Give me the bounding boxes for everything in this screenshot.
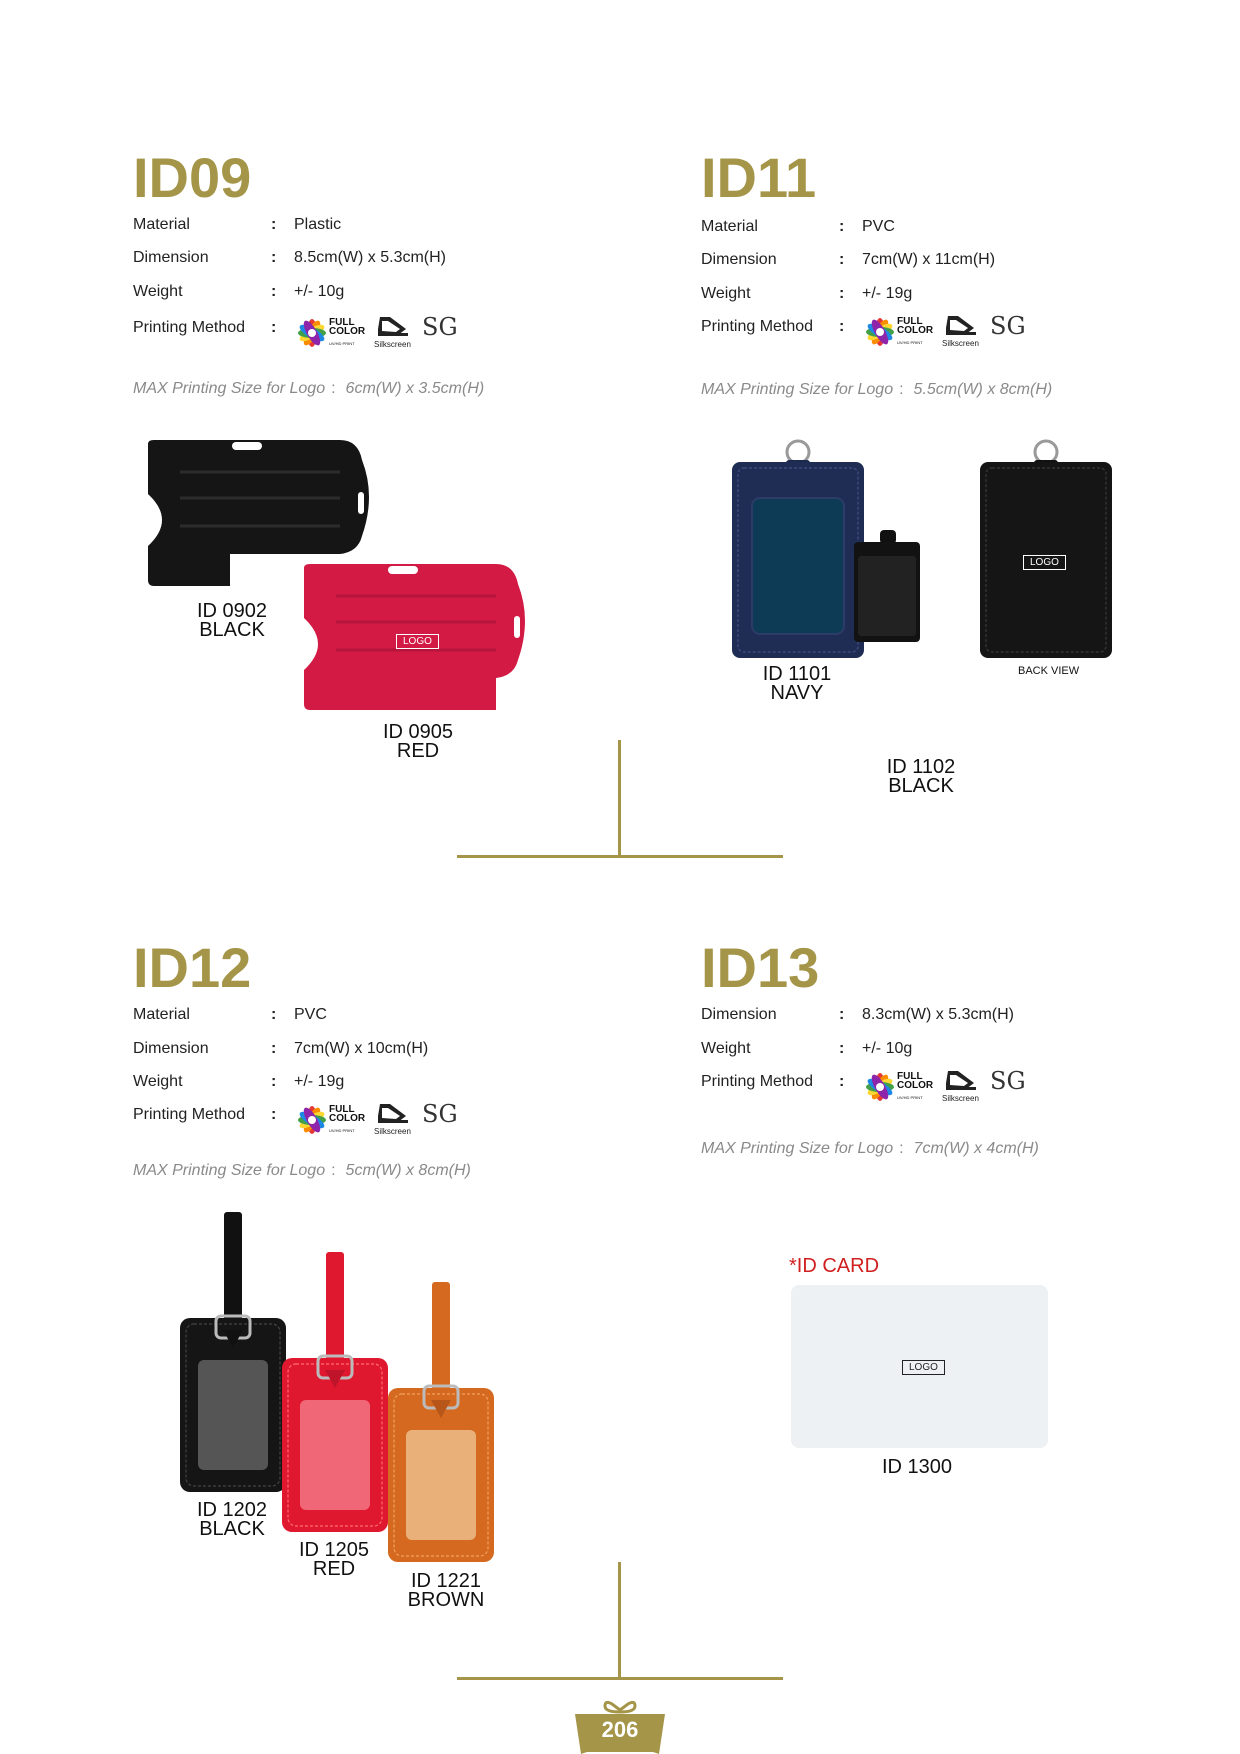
full-color-sub: UV/HD PRINT (329, 1128, 355, 1133)
product-variant-label: ID 1101 NAVY (762, 663, 832, 704)
sg-logo: SG (990, 312, 1026, 340)
spec-colon: : (839, 1040, 845, 1057)
full-color-text: FULL COLOR (329, 1104, 366, 1124)
silkscreen-label: Silkscreen (942, 339, 979, 348)
spec-value: PVC (294, 1006, 327, 1023)
product-code: ID13 (701, 936, 820, 999)
product-variant-label: ID 1221 BROWN (407, 1570, 485, 1611)
spec-colon: : (839, 1006, 845, 1023)
spec-value: +/- 10g (862, 1040, 913, 1057)
full-color-text: FULL COLOR (329, 317, 366, 337)
spec-colon: : (271, 1006, 277, 1023)
spec-label: Weight (701, 1040, 751, 1057)
spec-colon: : (839, 218, 845, 235)
card-holder-back-pocket-image (852, 526, 922, 646)
divider-vertical (618, 1562, 621, 1680)
full-color-icon (862, 314, 898, 350)
luggage-tag-brown-image (386, 1282, 496, 1564)
spec-colon: : (271, 1106, 277, 1123)
printing-methods (294, 313, 474, 353)
full-color-sub: UV/HD PRINT (897, 340, 923, 345)
silkscreen-icon (376, 315, 410, 337)
silkscreen-label: Silkscreen (374, 1127, 411, 1136)
sg-logo: SG (422, 313, 458, 341)
product-variant-label: ID 1202 BLACK (196, 1499, 268, 1540)
spec-value: PVC (862, 218, 895, 235)
spec-label: Dimension (133, 1040, 209, 1057)
page-number: 206 (601, 1717, 639, 1742)
full-color-sub: UV/HD PRINT (897, 1095, 923, 1100)
printing-methods (294, 1100, 474, 1140)
spec-value: 7cm(W) x 10cm(H) (294, 1040, 429, 1057)
product-variant-label: ID 1300 (881, 1456, 953, 1478)
spec-colon: : (839, 251, 845, 268)
spec-value: 8.3cm(W) x 5.3cm(H) (862, 1006, 1014, 1023)
silkscreen-label: Silkscreen (374, 340, 411, 349)
divider-horizontal (457, 855, 783, 858)
silkscreen-icon (944, 1069, 978, 1091)
spec-label: Dimension (133, 249, 209, 266)
card-holder-black-image (976, 438, 1116, 660)
spec-label: Weight (701, 285, 751, 302)
product-code: ID12 (133, 936, 252, 999)
full-color-icon (294, 1102, 330, 1138)
spec-colon: : (839, 318, 845, 335)
silkscreen-icon (376, 1102, 410, 1124)
spec-label: Material (133, 216, 190, 233)
logo-placeholder: LOGO (902, 1360, 945, 1375)
spec-colon: : (271, 283, 277, 300)
back-view-label: BACK VIEW (1018, 665, 1080, 677)
spec-value: 8.5cm(W) x 5.3cm(H) (294, 249, 446, 266)
spec-colon: : (839, 285, 845, 302)
spec-colon: : (271, 1073, 277, 1090)
product-variant-label: ID 1205 RED (298, 1539, 370, 1580)
product-variant-label: ID 0902 BLACK (196, 600, 268, 641)
printing-method-label: Printing Method (701, 1073, 814, 1090)
spec-value: +/- 19g (862, 285, 913, 302)
max-printing-size: MAX Printing Size for Logo : 6cm(W) x 3.5cm(H) (133, 380, 485, 397)
logo-placeholder: LOGO (1023, 555, 1066, 570)
card-holder-navy-image (728, 438, 868, 660)
spec-label: Material (701, 218, 758, 235)
spec-colon: : (271, 319, 277, 336)
product-code: ID11 (701, 146, 817, 209)
spec-label: Dimension (701, 1006, 777, 1023)
full-color-icon (862, 1069, 898, 1105)
silkscreen-icon (944, 314, 978, 336)
spec-label: Dimension (701, 251, 777, 268)
spec-colon: : (839, 1073, 845, 1090)
spec-value: 7cm(W) x 11cm(H) (862, 251, 996, 268)
max-printing-size: MAX Printing Size for Logo : 5.5cm(W) x 8cm(H) (701, 381, 1053, 398)
spec-value: +/- 19g (294, 1073, 345, 1090)
divider-vertical (618, 740, 621, 858)
sg-logo: SG (422, 1100, 458, 1128)
max-printing-size: MAX Printing Size for Logo : 7cm(W) x 4cm(H) (701, 1140, 1039, 1157)
spec-colon: : (271, 216, 277, 233)
full-color-text: FULL COLOR (897, 1071, 934, 1091)
full-color-sub: UV/HD PRINT (329, 341, 355, 346)
product-variant-label: ID 1102 BLACK (886, 756, 956, 797)
printing-method-label: Printing Method (701, 318, 814, 335)
sg-logo: SG (990, 1067, 1026, 1095)
printing-methods (862, 1067, 1042, 1107)
luggage-tag-black-image (178, 1212, 288, 1494)
printing-method-label: Printing Method (133, 319, 246, 336)
spec-label: Weight (133, 283, 183, 300)
spec-label: Weight (133, 1073, 183, 1090)
logo-placeholder: LOGO (396, 634, 439, 649)
silkscreen-label: Silkscreen (942, 1094, 979, 1103)
spec-value: +/- 10g (294, 283, 345, 300)
product-variant-label: ID 0905 RED (382, 721, 454, 762)
printing-method-label: Printing Method (133, 1106, 246, 1123)
spec-colon: : (271, 1040, 277, 1057)
divider-horizontal (457, 1677, 783, 1680)
full-color-text: FULL COLOR (897, 316, 934, 336)
luggage-tag-red-image (280, 1252, 390, 1534)
full-color-icon (294, 315, 330, 351)
printing-methods (862, 312, 1042, 352)
spec-label: Material (133, 1006, 190, 1023)
id-card-title: *ID CARD (789, 1255, 880, 1277)
max-printing-size: MAX Printing Size for Logo : 5cm(W) x 8cm(H) (133, 1162, 471, 1179)
spec-value: Plastic (294, 216, 342, 233)
product-code: ID09 (133, 146, 252, 209)
spec-colon: : (271, 249, 277, 266)
